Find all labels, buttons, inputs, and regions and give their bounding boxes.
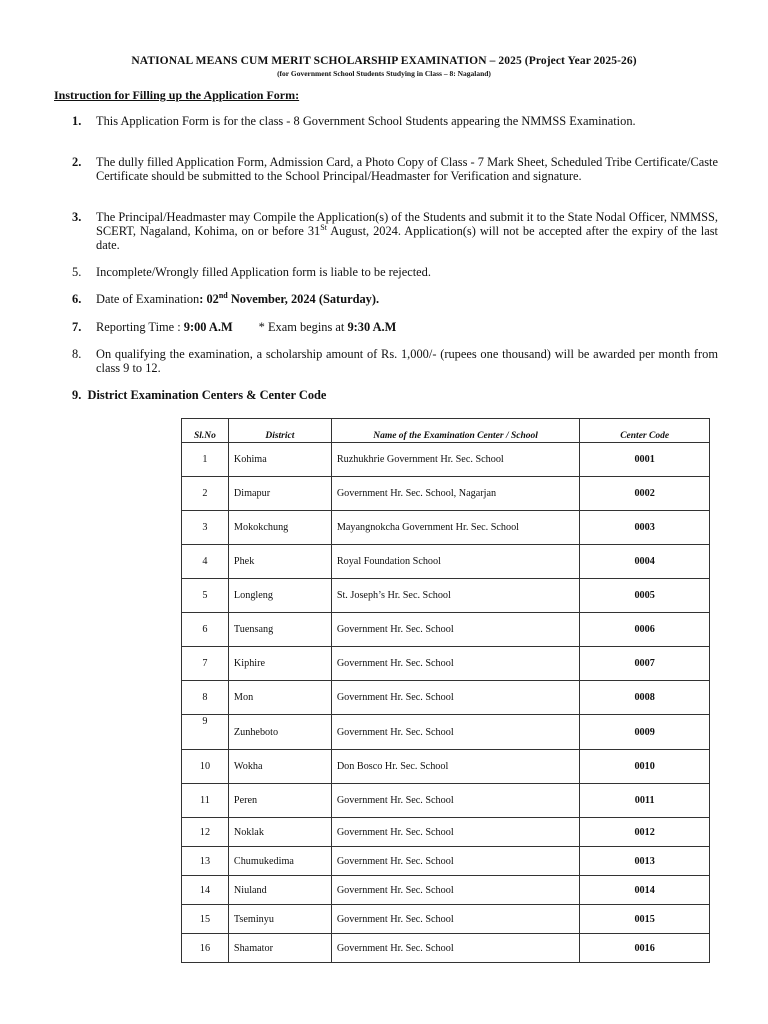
cell-center-code: 0002 xyxy=(580,477,710,511)
exam-date-label: Date of Examination xyxy=(96,292,200,306)
cell-center-code: 0011 xyxy=(580,784,710,818)
instruction-number: 7. xyxy=(72,320,82,334)
table-row xyxy=(182,511,710,545)
exam-begins-note: * Exam begins at xyxy=(258,320,348,334)
cell-district: Mon xyxy=(228,681,331,715)
ordinal-suffix: nd xyxy=(218,290,228,300)
instruction-8 xyxy=(72,347,718,375)
table-row xyxy=(182,818,710,847)
exam-date-day: : 02 xyxy=(199,292,219,306)
instruction-number: 2. xyxy=(72,155,82,169)
cell-center-name: Ruzhukhrie Government Hr. Sec. School xyxy=(331,443,579,477)
document-title: NATIONAL MEANS CUM MERIT SCHOLARSHIP EXAMINATION – 2025 (Project Year 2025-26) xyxy=(131,55,637,67)
table-row xyxy=(182,613,710,647)
cell-center-code: 0004 xyxy=(580,545,710,579)
cell-center-code: 0003 xyxy=(580,511,710,545)
cell-sl-no: 13 xyxy=(182,847,229,876)
table-row xyxy=(182,934,710,963)
instruction-number: 8. xyxy=(72,347,82,361)
section-9-title: District Examination Centers & Center Code xyxy=(87,388,327,402)
cell-district: Mokokchung xyxy=(228,511,331,545)
cell-sl-no: 3 xyxy=(182,511,229,545)
cell-center-name: Mayangnokcha Government Hr. Sec. School xyxy=(331,511,579,545)
table-row xyxy=(182,750,710,784)
instruction-text xyxy=(96,210,718,252)
instruction-text: The dully filled Application Form, Admission Card, a Photo Copy of Class - 7 Mark Sheet, Scheduled Tribe Certificate/Caste Certificate should be submitted to the School Principal/Headmaster for Verification and signature. xyxy=(96,155,718,183)
cell-center-code: 0006 xyxy=(580,613,710,647)
reporting-time-value: 9:00 A.M xyxy=(183,320,233,334)
cell-sl-no: 10 xyxy=(182,750,229,784)
cell-center-code: 0014 xyxy=(580,876,710,905)
cell-sl-no: 12 xyxy=(182,818,229,847)
header-sl-no: Sl.No xyxy=(182,419,229,443)
cell-sl-no: 1 xyxy=(182,443,229,477)
table-row xyxy=(182,715,710,750)
instruction-1 xyxy=(72,114,718,128)
cell-district: Wokha xyxy=(228,750,331,784)
cell-district: Chumukedima xyxy=(228,847,331,876)
cell-center-name: Government Hr. Sec. School xyxy=(331,647,579,681)
cell-center-code: 0013 xyxy=(580,847,710,876)
cell-center-name: Government Hr. Sec. School xyxy=(331,784,579,818)
cell-center-code: 0009 xyxy=(580,715,710,750)
instruction-text: On qualifying the examination, a scholarship amount of Rs. 1,000/- (rupees one thousand) will be awarded per month from class 9 to 12. xyxy=(96,347,718,375)
instruction-text-part: August, 2024. Application(s) will not be accepted after the expiry of the last date. xyxy=(96,224,718,252)
table-row xyxy=(182,647,710,681)
cell-sl-no: 5 xyxy=(182,579,229,613)
cell-sl-no: 6 xyxy=(182,613,229,647)
cell-district: Kiphire xyxy=(228,647,331,681)
cell-sl-no: 16 xyxy=(182,934,229,963)
instruction-2 xyxy=(72,155,718,183)
cell-center-name: Government Hr. Sec. School xyxy=(331,715,579,750)
cell-center-name: Government Hr. Sec. School xyxy=(331,847,579,876)
instruction-number: 6. xyxy=(72,292,82,306)
table-row xyxy=(182,545,710,579)
instruction-text: This Application Form is for the class - 8 Government School Students appearing the NMMSS Examination. xyxy=(96,114,636,128)
exam-date-value: November, 2024 (Saturday). xyxy=(227,292,380,306)
cell-center-code: 0001 xyxy=(580,443,710,477)
cell-center-name: St. Joseph’s Hr. Sec. School xyxy=(331,579,579,613)
instruction-text: Incomplete/Wrongly filled Application form is liable to be rejected. xyxy=(96,265,431,279)
cell-center-name: Government Hr. Sec. School xyxy=(331,905,579,934)
table-row xyxy=(182,477,710,511)
cell-center-code: 0016 xyxy=(580,934,710,963)
instruction-3 xyxy=(72,210,718,252)
cell-district: Dimapur xyxy=(228,477,331,511)
cell-center-code: 0010 xyxy=(580,750,710,784)
header-center-code: Center Code xyxy=(580,419,710,443)
instruction-7 xyxy=(72,320,718,334)
cell-center-name: Royal Foundation School xyxy=(331,545,579,579)
reporting-time-label: Reporting Time : xyxy=(96,320,184,334)
table-row xyxy=(182,847,710,876)
table-row xyxy=(182,905,710,934)
cell-sl-no: 8 xyxy=(182,681,229,715)
cell-center-code: 0015 xyxy=(580,905,710,934)
cell-district: Niuland xyxy=(228,876,331,905)
instructions-heading: Instruction for Filling up the Application Form: xyxy=(54,88,300,102)
instruction-5 xyxy=(72,265,718,279)
instruction-number: 3. xyxy=(72,210,82,224)
header-center-name: Name of the Examination Center / School xyxy=(331,419,579,443)
document-subtitle: (for Government School Students Studying in Class – 8: Nagaland) xyxy=(277,69,491,78)
cell-center-name: Government Hr. Sec. School, Nagarjan xyxy=(331,477,579,511)
cell-sl-no: 9 xyxy=(182,715,229,750)
instruction-text xyxy=(96,292,718,306)
cell-center-code: 0005 xyxy=(580,579,710,613)
cell-district: Kohima xyxy=(228,443,331,477)
cell-district: Tseminyu xyxy=(228,905,331,934)
table-row xyxy=(182,784,710,818)
cell-district: Zunheboto xyxy=(228,715,331,750)
cell-center-code: 0008 xyxy=(580,681,710,715)
section-9-heading xyxy=(72,388,326,403)
cell-sl-no: 4 xyxy=(182,545,229,579)
cell-sl-no: 14 xyxy=(182,876,229,905)
instruction-6 xyxy=(72,292,718,306)
table-row xyxy=(182,443,710,477)
table-header-row xyxy=(182,419,710,443)
cell-center-code: 0007 xyxy=(580,647,710,681)
table-row xyxy=(182,876,710,905)
exam-centers-table xyxy=(181,418,710,963)
cell-sl-no: 7 xyxy=(182,647,229,681)
cell-center-name: Government Hr. Sec. School xyxy=(331,681,579,715)
cell-center-name: Don Bosco Hr. Sec. School xyxy=(331,750,579,784)
instruction-text-part: The Principal/Headmaster may Compile the Application(s) of the Students and submit it to the State Nodal Officer, NMMSS, SCERT, Nagaland, Kohima, on or before 31 xyxy=(96,210,718,238)
cell-sl-no: 15 xyxy=(182,905,229,934)
cell-district: Phek xyxy=(228,545,331,579)
cell-center-name: Government Hr. Sec. School xyxy=(331,876,579,905)
cell-center-name: Government Hr. Sec. School xyxy=(331,613,579,647)
instruction-number: 9. xyxy=(72,388,82,402)
header-district: District xyxy=(228,419,331,443)
table-row xyxy=(182,681,710,715)
cell-district: Shamator xyxy=(228,934,331,963)
cell-district: Longleng xyxy=(228,579,331,613)
cell-center-name: Government Hr. Sec. School xyxy=(331,934,579,963)
instruction-number: 5. xyxy=(72,265,82,279)
table-row xyxy=(182,579,710,613)
instruction-text xyxy=(96,320,718,334)
cell-center-code: 0012 xyxy=(580,818,710,847)
cell-sl-no: 2 xyxy=(182,477,229,511)
cell-district: Noklak xyxy=(228,818,331,847)
instruction-number: 1. xyxy=(72,114,82,128)
ordinal-suffix: St xyxy=(320,222,327,232)
cell-district: Tuensang xyxy=(228,613,331,647)
cell-center-name: Government Hr. Sec. School xyxy=(331,818,579,847)
cell-district: Peren xyxy=(228,784,331,818)
exam-begins-time: 9:30 A.M xyxy=(347,320,397,334)
cell-sl-no: 11 xyxy=(182,784,229,818)
